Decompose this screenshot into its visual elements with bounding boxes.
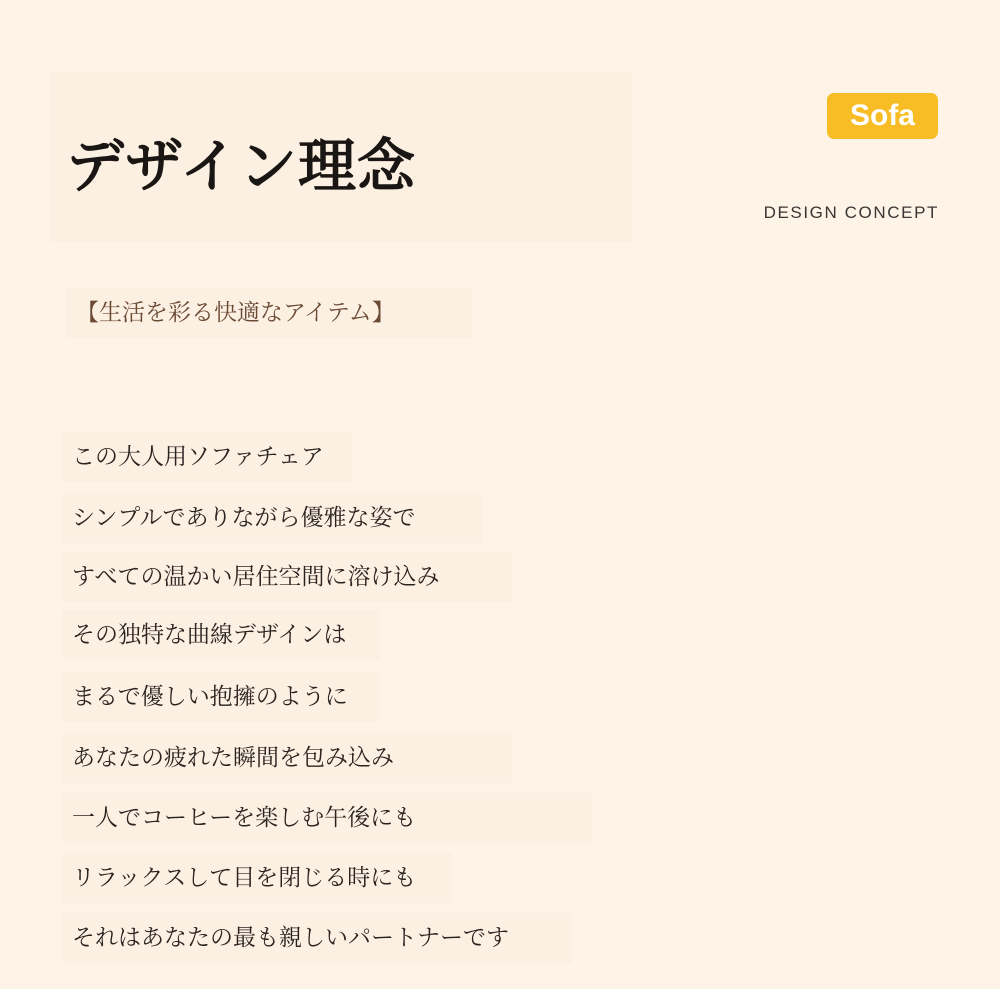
- tagline: 【生活を彩る快適なアイテム】: [66, 288, 472, 338]
- body-line: すべての温かい居住空間に溶け込み: [62, 552, 512, 602]
- body-line: その独特な曲線デザインは: [62, 610, 380, 660]
- page-title: デザイン理念: [66, 132, 416, 200]
- body-line: あなたの疲れた瞬間を包み込み: [62, 733, 512, 783]
- body-line: それはあなたの最も親しいパートナーです: [62, 913, 572, 963]
- body-line: まるで優しい抱擁のように: [62, 672, 380, 722]
- english-subtitle: DESIGN CONCEPT: [763, 203, 939, 222]
- product-badge: Sofa: [827, 93, 938, 139]
- body-line: この大人用ソファチェア: [62, 432, 352, 482]
- body-line: 一人でコーヒーを楽しむ午後にも: [62, 793, 592, 843]
- body-line: リラックスして目を閉じる時にも: [62, 853, 452, 903]
- body-line: シンプルでありながら優雅な姿で: [62, 493, 482, 543]
